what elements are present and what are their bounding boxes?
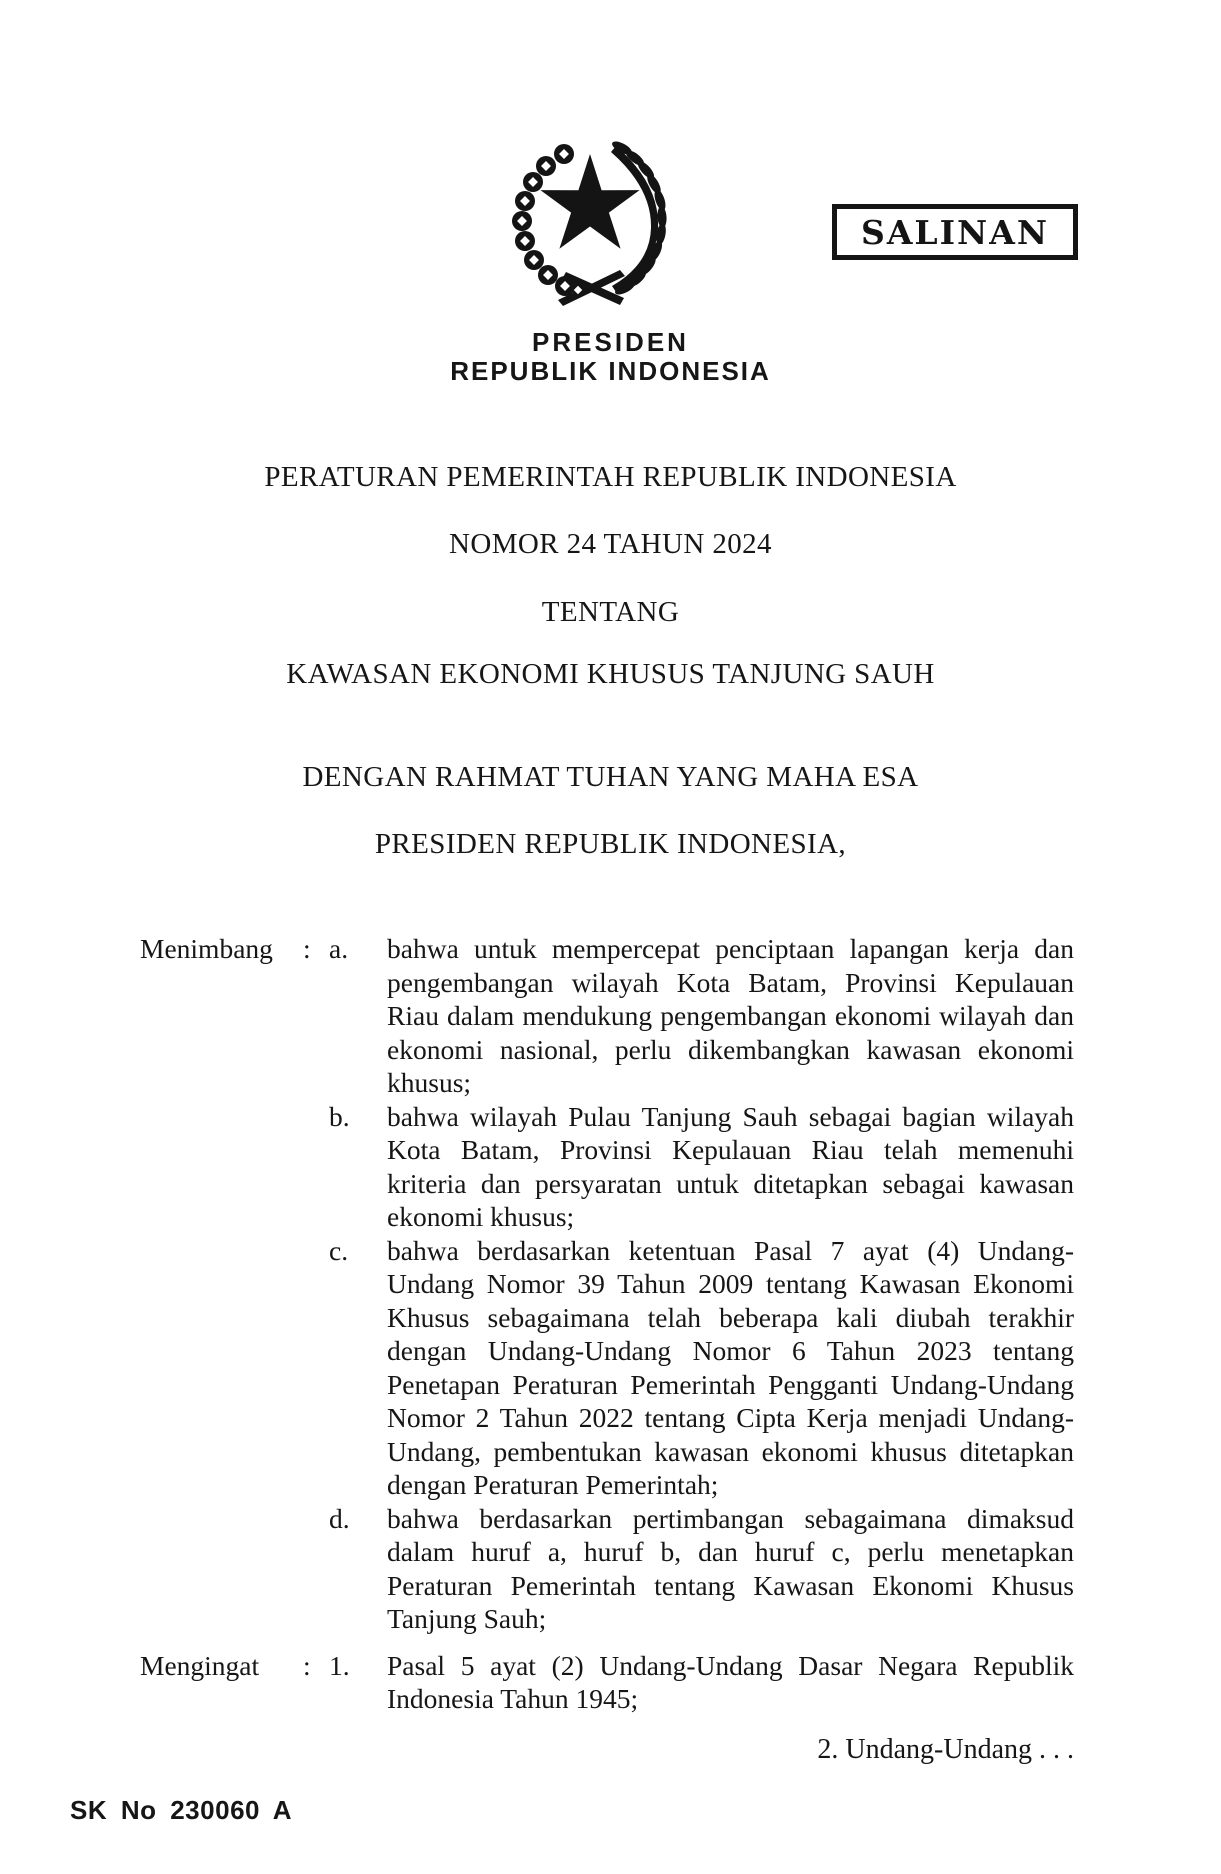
document-code: SK No 230060 A: [70, 1795, 293, 1825]
document-body: [140, 932, 1074, 1716]
consideration-item-d: [140, 1502, 1074, 1636]
org-header: [0, 328, 1221, 386]
tentang-label: TENTANG: [541, 596, 680, 628]
catchword-next-page: 2. Undang-Undang . . .: [817, 1734, 1074, 1765]
salinan-stamp: [832, 204, 1078, 260]
item-text: bahwa berdasarkan pertimbangan sebagaimana dimaksud dalam huruf a, huruf b, dan huruf c, perlu menetapkan Peraturan Pemerintah tentang Kawasan Ekonomi Khusus Tanjung Sauh;: [387, 1502, 1074, 1634]
item-text: bahwa untuk mempercepat penciptaan lapangan kerja dan pengembangan wilayah Kota Batam, Provinsi Kepulauan Riau dalam mendukung pengembangan ekonomi wilayah dan ekonomi nasional, perlu dikembangkan kawasan ekonomi khusus;: [387, 933, 1074, 1098]
org-line-republik-indonesia: REPUBLIK INDONESIA: [450, 356, 771, 386]
star-wreath-emblem-icon: [498, 132, 683, 317]
item-marker: a.: [329, 933, 349, 964]
mengingat-label: Mengingat: [140, 1649, 260, 1681]
regulation-title: PERATURAN PEMERINTAH REPUBLIK INDONESIA: [264, 461, 957, 493]
menimbang-separator: :: [303, 933, 311, 964]
salinan-stamp-label: SALINAN: [860, 212, 1049, 252]
item-marker: 1.: [329, 1649, 350, 1681]
consideration-item-b: [140, 1100, 1074, 1234]
legal-basis-item-1: [140, 1649, 1074, 1716]
item-marker: c.: [329, 1234, 349, 1266]
authority-line: PRESIDEN REPUBLIK INDONESIA,: [374, 828, 847, 860]
item-text: bahwa berdasarkan ketentuan Pasal 7 ayat (4) Undang-Undang Nomor 39 Tahun 2009 tentang Kawasan Ekonomi Khusus sebagaimana telah beberapa kali diubah terakhir dengan Undang-Undang Nomor 6 Tahun 2023 tentang Penetapan Peraturan Pemerintah Pengganti Undang-Undang Nomor 2 Tahun 2022 tentang Cipta Kerja menjadi Undang-Undang, pembentukan kawasan ekonomi khusus ditetapkan dengan Peraturan Pemerintah;: [387, 1234, 1074, 1500]
invocation-line: DENGAN RAHMAT TUHAN YANG MAHA ESA: [302, 761, 919, 793]
menimbang-label: Menimbang: [140, 933, 273, 964]
item-text: Pasal 5 ayat (2) Undang-Undang Dasar Negara Republik Indonesia Tahun 1945;: [387, 1649, 1074, 1714]
org-line-presiden: PRESIDEN: [532, 327, 689, 357]
item-marker: b.: [329, 1100, 350, 1132]
item-marker: d.: [329, 1502, 350, 1534]
regulation-subject: KAWASAN EKONOMI KHUSUS TANJUNG SAUH: [286, 658, 935, 690]
regulation-number: NOMOR 24 TAHUN 2024: [449, 528, 772, 560]
item-text: bahwa wilayah Pulau Tanjung Sauh sebagai bagian wilayah Kota Batam, Provinsi Kepulauan Riau telah memenuhi kriteria dan persyaratan untuk ditetapkan sebagai kawasan ekonomi khusus;: [387, 1100, 1074, 1232]
mengingat-separator: :: [303, 1649, 311, 1681]
consideration-item-a: [140, 932, 1074, 1100]
consideration-item-c: [140, 1234, 1074, 1502]
